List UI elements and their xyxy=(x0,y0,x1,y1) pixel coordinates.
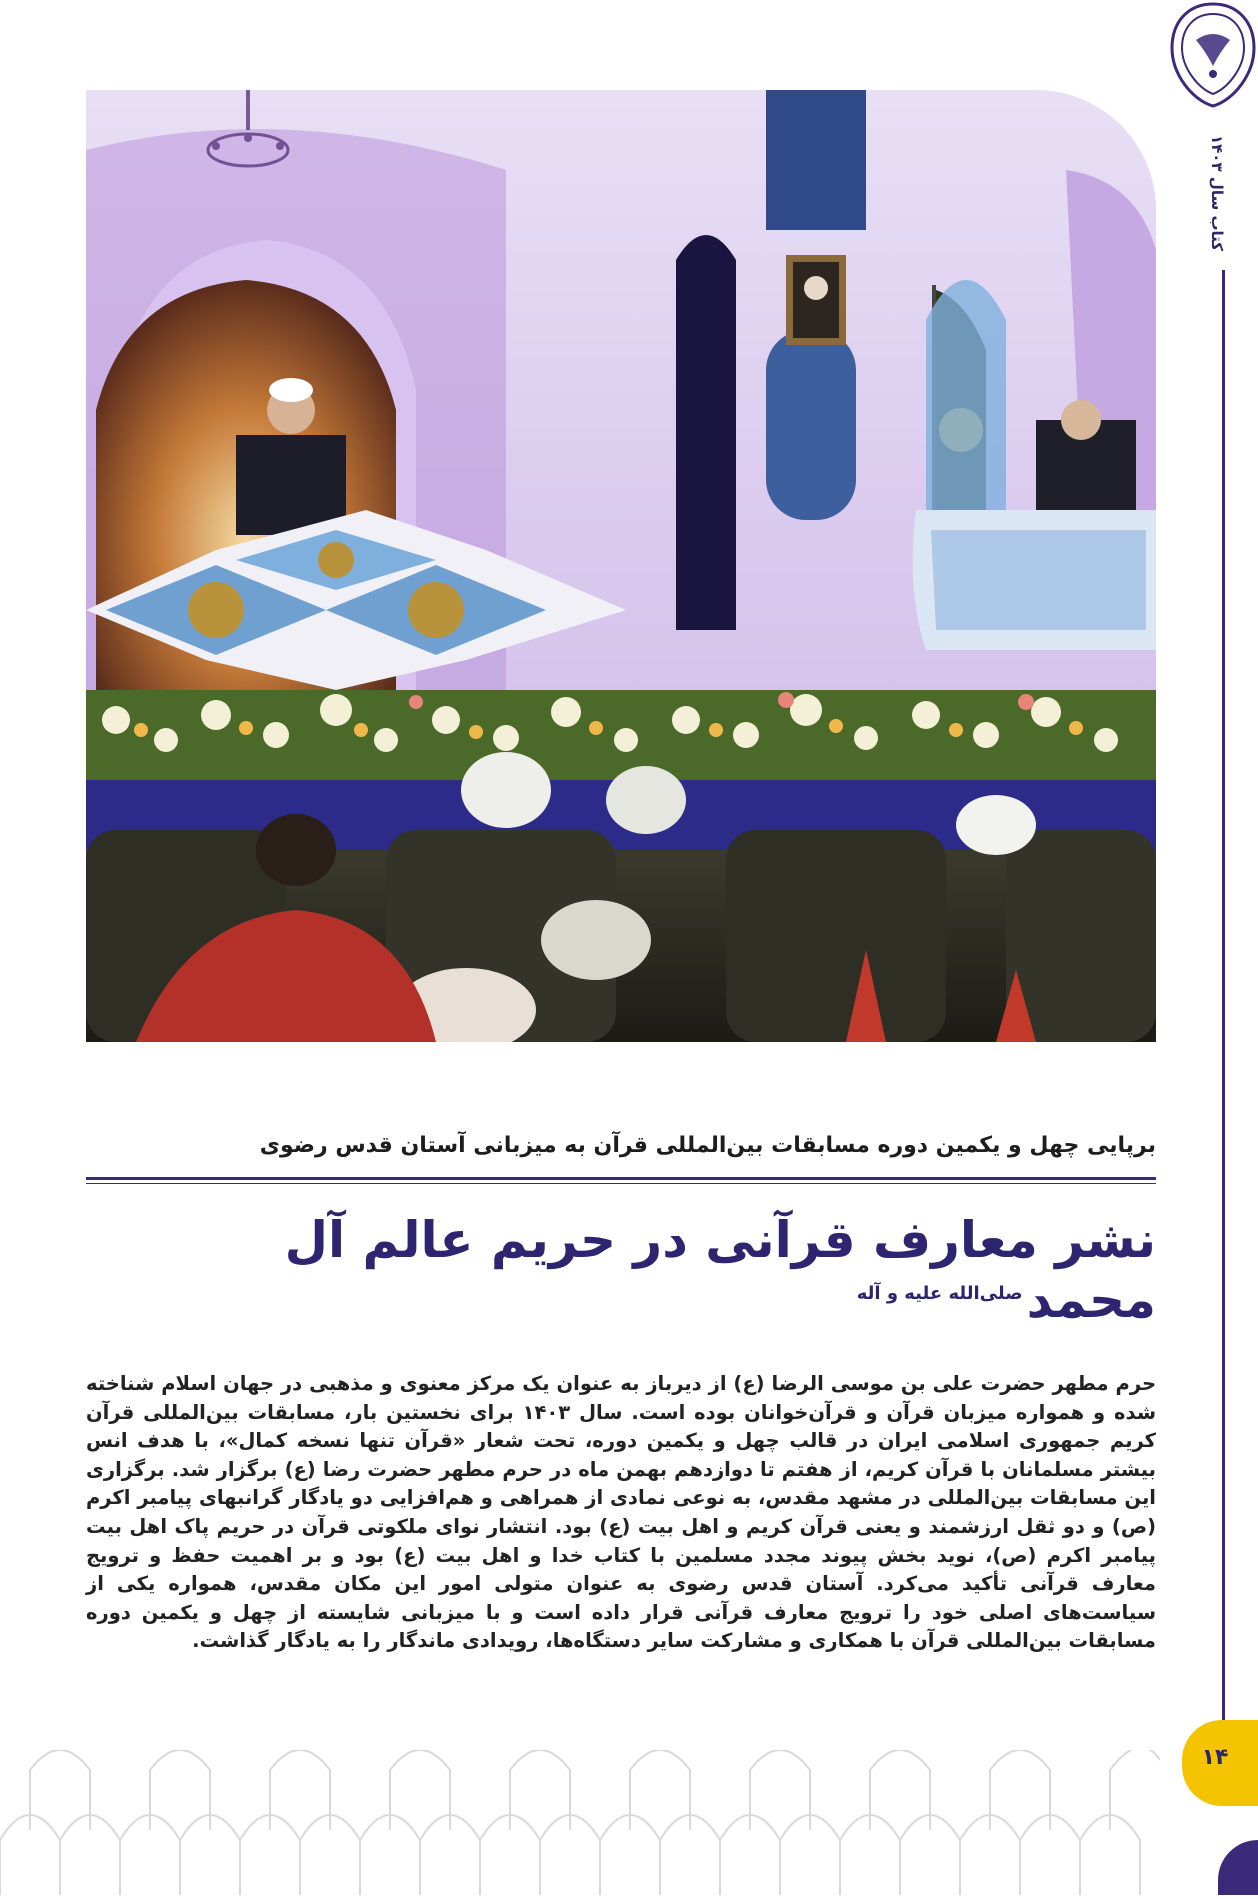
article-title xyxy=(86,1210,1156,1330)
title-honorific: صلی‌الله علیه و آله xyxy=(856,1283,1023,1305)
event-photo xyxy=(86,90,1156,1042)
article-body: حرم مطهر حضرت علی بن موسی الرضا (ع) از دیرباز به عنوان یک مرکز معنوی و مذهبی در جهان اسلام شناخته شده و همواره میزبان قرآن و قرآن‌خوانان بوده است. سال ۱۴۰۳ برای نخستین بار، مسابقات بین‌المللی قرآن کریم جمهوری اسلامی ایران در قالب چهل و یکمین دوره، تحت شعار «قرآن تنها نسخه کمال»، با هدف انس بیشتر مسلمانان با قرآن کریم، از هفتم تا دوازدهم بهمن ماه در حرم مطهر حضرت رضا (ع) برگزار شد. برگزاری این مسابقات بین‌المللی در مشهد مقدس، به نوعی نمادی از همراهی و هم‌افزایی دو یادگار گرانبهای پیامبر اکرم (ص) و دو ثقل ارزشمند و یعنی قرآن کریم و اهل بیت (ع) بود. انتشار نوای ملکوتی قرآن در حریم پاک اهل بیت پیامبر اکرم (ص)، نوید بخش پیوند مجدد مسلمین با کتاب خدا و اهل بیت (ع) بود و بر اهمیت حفظ و ترویج معارف قرآنی تأکید می‌کرد. آستان قدس رضوی به عنوان متولی امور این مکان مقدس، همواره یکی از سیاست‌های اصلی خود را ترویج معارف قرآنی قرار داده است و با میزبانی شایسته از چهل و یکمین دوره مسابقات بین‌المللی قرآن با همکاری و مشارکت سایر دستگاه‌ها، رویدادی ماندگار را به یادگار گذاشت. xyxy=(86,1372,1156,1653)
magazine-logo xyxy=(1168,0,1258,110)
corner-decoration xyxy=(1218,1840,1258,1895)
article-subtitle: برپایی چهل و یکمین دوره مسابقات بین‌المللی قرآن به میزبانی آستان قدس رضوی xyxy=(259,1133,1156,1158)
divider-thin xyxy=(86,1183,1156,1184)
footer-arch-pattern xyxy=(0,1750,1160,1895)
book-label: کتاب سال ۱۴۰۳ xyxy=(1208,134,1226,252)
divider-thick xyxy=(86,1177,1156,1180)
page-number: ۱۴ xyxy=(1201,1745,1229,1770)
article-title-text: نشر معارف قرآنی در حریم عالم آل محمد xyxy=(284,1211,1156,1329)
margin-line xyxy=(1222,270,1225,1750)
